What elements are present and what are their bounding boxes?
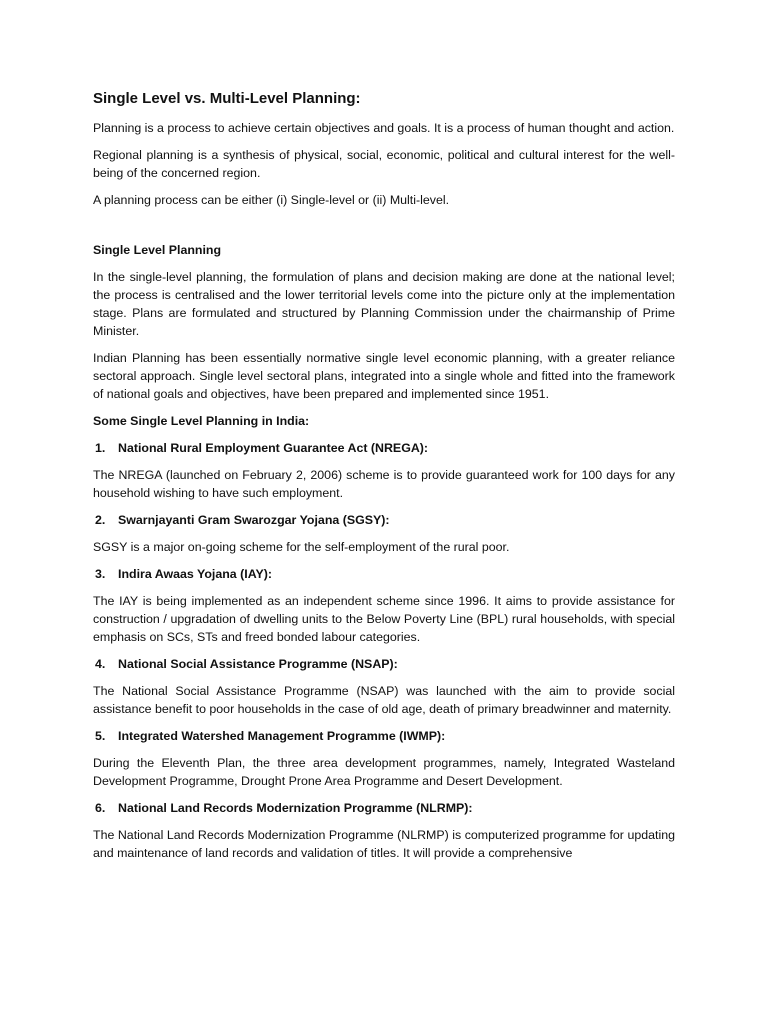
list-item-title: Indira Awaas Yojana (IAY): <box>118 567 273 581</box>
list-item-number: 1. <box>95 441 106 455</box>
list-item-description: The National Land Records Modernization Programme (NLRMP) is computerized programme for updating and maintenance of land records and validation of titles. It will provide a comprehensive <box>93 828 675 860</box>
list-item-title: Swarnjayanti Gram Swarozgar Yojana (SGSY): <box>118 513 390 527</box>
list-item-description: The NREGA (launched on February 2, 2006) scheme is to provide guaranteed work for 100 days for any household wishing to have such employment. <box>93 468 675 500</box>
list-item-description: The IAY is being implemented as an independent scheme since 1996. It aims to provide assistance for construction / upgradation of dwelling units to the Below Poverty Line (BPL) rural households, with special emphasis on SCs, STs and freed bonded labour categories. <box>93 594 675 644</box>
list-item-description: The National Social Assistance Programme (NSAP) was launched with the aim to provide social assistance benefit to poor households in the case of old age, death of primary breadwinner and maternity. <box>93 684 675 716</box>
section-heading-single-level: Single Level Planning <box>93 243 222 257</box>
list-item-heading <box>93 439 675 457</box>
list-item-number: 5. <box>95 729 106 743</box>
list-item-title: National Social Assistance Programme (NSAP): <box>118 657 398 671</box>
list-item-title: Integrated Watershed Management Programme (IWMP): <box>118 729 446 743</box>
list-item-description: SGSY is a major on-going scheme for the self-employment of the rural poor. <box>93 540 510 554</box>
scheme-list <box>93 439 675 862</box>
list-item-title: National Rural Employment Guarantee Act (NREGA): <box>118 441 429 455</box>
intro-paragraph: A planning process can be either (i) Single-level or (ii) Multi-level. <box>93 193 450 207</box>
list-item-number: 6. <box>95 801 106 815</box>
list-item-heading <box>93 799 675 817</box>
list-item-heading <box>93 655 675 673</box>
body-paragraph: In the single-level planning, the formulation of plans and decision making are done at the national level; the process is centralised and the lower territorial levels come into the picture only at the implementation stage. Plans are formulated and structured by Planning Commission under the chairmanship of Prime Minister. <box>93 270 675 338</box>
list-item-heading <box>93 727 675 745</box>
intro-paragraph: Planning is a process to achieve certain objectives and goals. It is a process of human thought and action. <box>93 121 675 135</box>
list-item-title: National Land Records Modernization Programme (NLRMP): <box>118 801 473 815</box>
list-item-number: 4. <box>95 657 106 671</box>
list-item-description: During the Eleventh Plan, the three area development programmes, namely, Integrated Wasteland Development Programme, Drought Prone Area Programme and Desert Development. <box>93 756 675 788</box>
intro-paragraph: Regional planning is a synthesis of physical, social, economic, political and cultural interest for the well-being of the concerned region. <box>93 148 675 180</box>
examples-heading: Some Single Level Planning in India: <box>93 414 310 428</box>
document-title: Single Level vs. Multi-Level Planning: <box>93 90 361 107</box>
body-paragraph: Indian Planning has been essentially normative single level economic planning, with a greater reliance sectoral approach. Single level sectoral plans, integrated into a single whole and fitted into the framework of national goals and objectives, have been prepared and implemented since 1951. <box>93 351 675 401</box>
list-item-heading <box>93 511 675 529</box>
list-item-heading <box>93 565 675 583</box>
list-item-number: 3. <box>95 567 106 581</box>
document-page <box>93 88 675 871</box>
list-item-number: 2. <box>95 513 106 527</box>
